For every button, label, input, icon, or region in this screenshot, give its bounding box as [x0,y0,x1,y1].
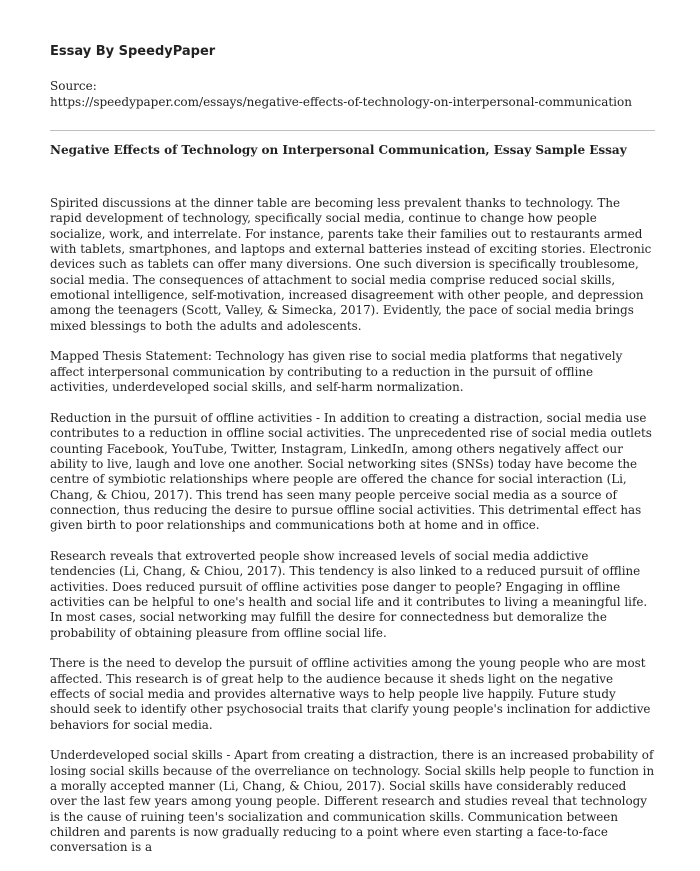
source-url: https://speedypaper.com/essays/negative-effects-of-technology-on-interpersonal-communication [50,95,632,109]
document-page [50,44,655,871]
paragraph-offline-activities: Reduction in the pursuit of offline activities - In addition to creating a distraction, social media use contributes to a reduction in offline social activities. The unprecedented rise of social media outlets counting Facebook, YouTube, Twitter, Instagram, LinkedIn, among others negatively affect our ability to live, laugh and love one another. Social networking sites (SNSs) today have become the centre of symbiotic relationships where people are offered the chance for social interaction (Li, Chang, & Chiou, 2017). This trend has seen many people perceive social media as a source of connection, thus reducing the desire to pursue offline social activities. This detrimental effect has given birth to poor relationships and communications both at home and in office. [50,410,652,533]
essay-title: Negative Effects of Technology on Interpersonal Communication, Essay Sample Essay [50,143,627,157]
site-title: Essay By SpeedyPaper [50,44,216,59]
paragraph-research: Research reveals that extroverted people show increased levels of social media addictive tendencies (Li, Chang, & Chiou, 2017). This tendency is also linked to a reduced pursuit of offline activities. Does reduced pursuit of offline activities pose danger to people? Engaging in offline activities can be helpful to one's health and social life and it contributes to living a meaningful life. In most cases, social networking may fulfill the desire for connectedness but demoralize the probability of obtaining pleasure from offline social life. [50,548,648,640]
essay-body [50,196,655,856]
paragraph-future-study: There is the need to develop the pursuit of offline activities among the young people who are most affected. This research is of great help to the audience because it sheds light on the negative effects of social media and provides alternative ways to help people live happily. Future study should seek to identify other psychosocial traits that clarify young people's inclination for addictive behaviors for social media. [50,656,651,732]
paragraph-introduction: Spirited discussions at the dinner table are becoming less prevalent thanks to technology. The rapid development of technology, specifically social media, continue to change how people socialize, work, and interrelate. For instance, parents take their families out to restaurants armed with tablets, smartphones, and laptops and external batteries instead of exciting stories. Electronic devices such as tablets can offer many diversions. One such diversion is specifically troublesome, social media. The consequences of attachment to social media comprise reduced social skills, emotional intelligence, self-motivation, increased disagreement with other people, and depression among the teenagers (Scott, Valley, & Simecka, 2017). Evidently, the pace of social media brings mixed blessings to both the adults and adolescents. [50,196,652,333]
paragraph-social-skills: Underdeveloped social skills - Apart from creating a distraction, there is an increased probability of losing social skills because of the overreliance on technology. Social skills help people to function in a morally accepted manner (Li, Chang, & Chiou, 2017). Social skills have considerably reduced over the last few years among young people. Different research and studies reveal that technology is the cause of ruining teen's socialization and communication skills. Communication between children and parents is now gradually reducing to a point where even starting a face-to-face conversation is a [50,748,655,855]
header-divider [50,130,655,131]
paragraph-thesis: Mapped Thesis Statement: Technology has given rise to social media platforms that negatively affect interpersonal communication by contributing to a reduction in the pursuit of offline activities, underdeveloped social skills, and self-harm normalization. [50,349,623,395]
source-label: Source: [50,79,97,93]
